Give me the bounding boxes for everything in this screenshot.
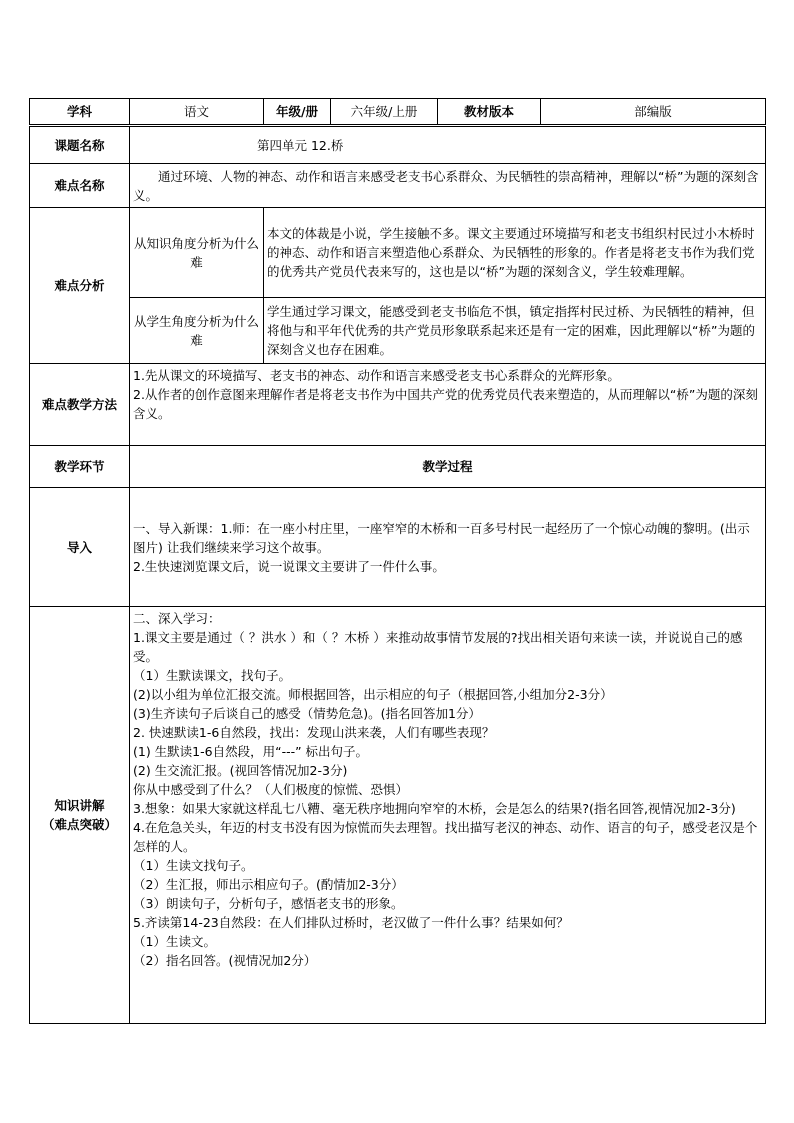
subject-value: 语文	[130, 99, 264, 126]
lesson-title: 第四单元 12.桥	[257, 137, 344, 153]
difficulty-value: 通过环境、人物的神态、动作和语言来感受老支书心系群众、为民牺牲的崇高精神，理解以“桥”为题的深刻含义。	[130, 164, 766, 208]
student-angle-label: 从学生角度分析为什么难	[130, 298, 264, 364]
subject-label: 学科	[30, 99, 130, 126]
knowledge-line: （1）生读文。	[133, 934, 216, 949]
analysis-knowledge-row	[30, 208, 766, 298]
knowledge-line: 2. 快速默读1-6自然段，找出：发现山洪来袭，人们有哪些表现？	[133, 725, 495, 740]
knowledge-angle-text: 本文的体裁是小说，学生接触不多。课文主要通过环境描写和老支书组织村民过小木桥时的神态、动作和语言来塑造他心系群众、为民牺牲的形象的。作者是将老支书作为我们党的优秀共产党员代表来写的，这也是以“桥”为题的深刻含义，学生较难理解。	[264, 208, 766, 298]
intro-content	[130, 488, 766, 607]
lesson-value	[130, 126, 766, 164]
knowledge-line: 二、深入学习：	[133, 611, 221, 626]
knowledge-content	[130, 607, 766, 1024]
analysis-student-row	[30, 298, 766, 364]
analysis-label: 难点分析	[30, 208, 130, 364]
knowledge-line: 你从中感受到了什么？（人们极度的惊慌、恐惧）	[133, 782, 409, 797]
intro-label: 导入	[30, 488, 130, 607]
lesson-row	[30, 126, 766, 164]
knowledge-row	[30, 607, 766, 1024]
knowledge-line: 1.课文主要是通过（ ？洪水 ）和（ ？木桥 ）来推动故事情节发展的?找出相关语句来读一读，并说说自己的感受。	[133, 630, 743, 664]
knowledge-line: （1）生读文找句子。	[133, 858, 254, 873]
intro-line: 一、导入新课：1.师：在一座小村庄里，一座窄窄的木桥和一百多号村民一起经历了一个惊心动魄的黎明。(出示图片) 让我们继续来学习这个故事。	[133, 520, 750, 555]
method-line: 1.先从课文的环境描写、老支书的神态、动作和语言来感受老支书心系群众的光辉形象。	[133, 368, 620, 383]
knowledge-line: 5.齐读第14-23自然段：在人们排队过桥时，老汉做了一件什么事？结果如何？	[133, 915, 569, 930]
knowledge-line: （3）朗读句子，分析句子，感悟老支书的形象。	[133, 896, 404, 911]
student-angle-text: 学生通过学习课文，能感受到老支书临危不惧，镇定指挥村民过桥、为民牺牲的精神，但将他与和平年代优秀的共产党员形象联系起来还是有一定的困难，因此理解以“桥”为题的深刻含义也存在困难。	[264, 298, 766, 364]
knowledge-line: （2）指名回答。(视情况加2分）	[133, 953, 317, 968]
knowledge-line: (3)生齐读句子后谈自己的感受（情势危急)。(指名回答加1分）	[133, 706, 481, 721]
grade-label: 年级/册	[264, 99, 331, 126]
process-header: 教学过程	[130, 446, 766, 488]
edition-value: 部编版	[541, 99, 766, 126]
grade-value: 六年级/上册	[331, 99, 438, 126]
knowledge-line: （1）生默读课文，找句子。	[133, 668, 291, 683]
knowledge-angle-label: 从知识角度分析为什么难	[130, 208, 264, 298]
method-label: 难点教学方法	[30, 364, 130, 446]
stage-header: 教学环节	[30, 446, 130, 488]
method-content	[130, 364, 766, 446]
knowledge-label	[30, 607, 130, 1024]
edition-label: 教材版本	[438, 99, 541, 126]
method-row	[30, 364, 766, 446]
process-header-row	[30, 446, 766, 488]
header-row	[30, 99, 766, 126]
knowledge-line: (2) 生交流汇报。(视回答情况加2-3分)	[133, 763, 348, 778]
method-line: 2.从作者的创作意图来理解作者是将老支书作为中国共产党的优秀党员代表来塑造的，从而理解以“桥”为题的深刻含义。	[133, 387, 758, 421]
difficulty-row	[30, 164, 766, 208]
intro-row	[30, 488, 766, 607]
lesson-label: 课题名称	[30, 126, 130, 164]
knowledge-line: (2)以小组为单位汇报交流。师根据回答，出示相应的句子（根据回答,小组加分2-3分）	[133, 687, 613, 702]
lesson-plan-table	[29, 98, 766, 1024]
intro-line: 2.生快速浏览课文后，说一说课文主要讲了一件什么事。	[133, 558, 445, 574]
knowledge-label-line1: 知识讲解	[54, 798, 105, 813]
knowledge-line: 4.在危急关头，年迈的村支书没有因为惊慌而失去理智。找出描写老汉的神态、动作、语言的句子，感受老汉是个怎样的人。	[133, 820, 758, 854]
knowledge-line: 3.想象：如果大家就这样乱七八糟、毫无秩序地拥向窄窄的木桥，会是怎么的结果?(指名回答,视情况加2-3分)	[133, 801, 736, 816]
knowledge-label-line2: （难点突破）	[41, 817, 117, 832]
knowledge-line: (1) 生默读1-6自然段，用“---” 标出句子。	[133, 744, 369, 759]
difficulty-label: 难点名称	[30, 164, 130, 208]
knowledge-line: （2）生汇报，师出示相应句子。(酌情加2-3分）	[133, 877, 404, 892]
